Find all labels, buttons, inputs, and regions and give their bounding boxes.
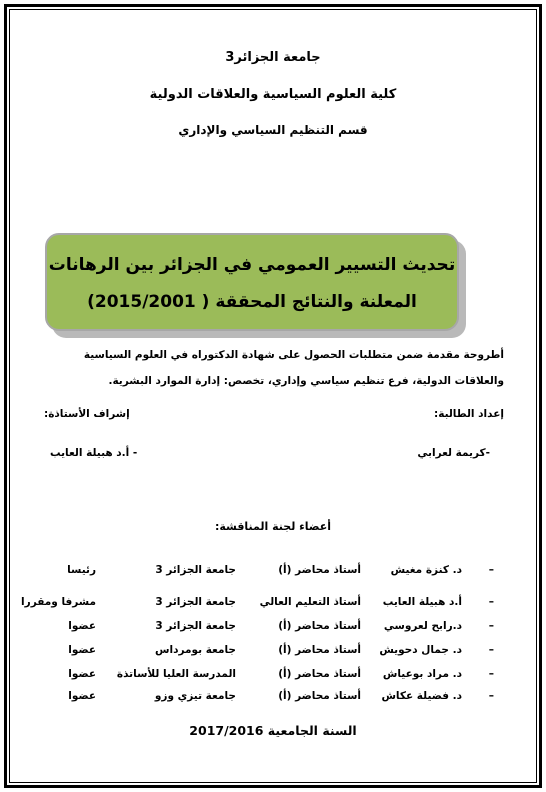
member-university: جامعة الجزائر 3 bbox=[155, 620, 236, 632]
committee-member-row bbox=[0, 668, 546, 688]
committee-member-row bbox=[0, 644, 546, 664]
thesis-description-line-1: أطروحة مقدمة ضمن متطلبات الحصول على شهادة الدكتوراه في العلوم السياسية bbox=[83, 349, 504, 361]
member-name: د. مراد بوعياش bbox=[382, 668, 462, 680]
member-role: رئيسا bbox=[67, 564, 96, 576]
academic-year: السنة الجامعية 2017/2016 bbox=[189, 723, 357, 738]
title-line-2: المعلنة والنتائج المحققة ( 2015/2001) bbox=[87, 292, 417, 312]
supervisor-name: - أ.د هبيلة العايب bbox=[50, 447, 138, 459]
member-name: د. كنزة مغيش bbox=[390, 564, 462, 576]
member-role: مشرفا ومقررا bbox=[21, 596, 96, 608]
member-dash: – bbox=[488, 596, 494, 608]
title-box bbox=[45, 233, 459, 331]
member-university: جامعة بومرداس bbox=[155, 644, 236, 656]
faculty-name: كلية العلوم السياسية والعلاقات الدولية bbox=[149, 87, 397, 102]
member-university: جامعة تيزي وزو bbox=[154, 690, 236, 702]
committee-member-row bbox=[0, 564, 546, 584]
member-role: عضوا bbox=[68, 644, 96, 656]
member-dash: – bbox=[488, 620, 494, 632]
member-role: عضوا bbox=[68, 668, 96, 680]
committee-member-row bbox=[0, 596, 546, 616]
member-rank: أستاذ محاضر (أ) bbox=[278, 644, 361, 656]
university-name: جامعة الجزائر3 bbox=[225, 50, 321, 65]
student-name: -كريمة لعرابي bbox=[417, 447, 490, 459]
committee-member-row bbox=[0, 690, 546, 710]
member-dash: – bbox=[488, 564, 494, 576]
member-rank: أستاذ محاضر (أ) bbox=[278, 668, 361, 680]
member-university: جامعة الجزائر 3 bbox=[155, 596, 236, 608]
member-name: أ.د هبيلة العايب bbox=[382, 596, 462, 608]
department-name: قسم التنظيم السياسي والإداري bbox=[178, 123, 368, 137]
member-dash: – bbox=[488, 690, 494, 702]
member-rank: أستاذ محاضر (أ) bbox=[278, 620, 361, 632]
member-university: جامعة الجزائر 3 bbox=[155, 564, 236, 576]
member-dash: – bbox=[488, 644, 494, 656]
supervisor-label: إشراف الأستاذة: bbox=[44, 408, 130, 420]
thesis-description-line-2: والعلاقات الدولية، فرع تنظيم سياسي وإداري، تخصص: إدارة الموارد البشرية. bbox=[108, 375, 504, 387]
title-line-1: تحديث التسيير العمومي في الجزائر بين الرهانات bbox=[48, 255, 456, 275]
member-rank: أستاذ التعليم العالي bbox=[259, 596, 361, 608]
member-university: المدرسة العليا للأساتذة bbox=[116, 668, 236, 680]
member-role: عضوا bbox=[68, 620, 96, 632]
student-label: إعداد الطالبة: bbox=[434, 408, 504, 420]
committee-member-row bbox=[0, 620, 546, 640]
committee-title: أعضاء لجنة المناقشة: bbox=[214, 520, 332, 533]
member-rank: أستاذ محاضر (أ) bbox=[278, 690, 361, 702]
member-name: د. فضيلة عكاش bbox=[381, 690, 462, 702]
member-dash: – bbox=[488, 668, 494, 680]
member-name: د.رابح لعروسي bbox=[383, 620, 462, 632]
member-rank: أستاذ محاضر (أ) bbox=[278, 564, 361, 576]
member-role: عضوا bbox=[68, 690, 96, 702]
member-name: د. جمال دحويش bbox=[379, 644, 462, 656]
